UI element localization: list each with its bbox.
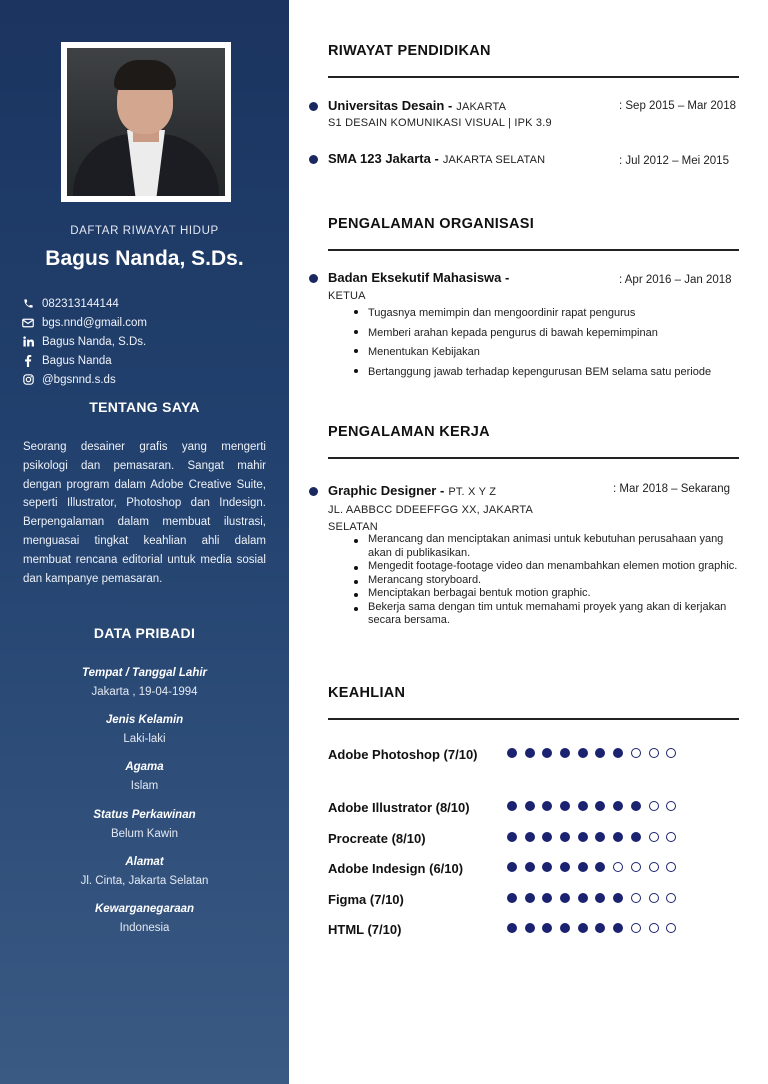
instagram-icon (22, 374, 34, 386)
personal-value: Jakarta , 19-04-1994 (91, 686, 198, 698)
entry-subtitle: S1 DESAIN KOMUNIKASI VISUAL | IPK 3.9 (328, 117, 552, 129)
skills-list (328, 744, 740, 950)
personal-label: Tempat / Tanggal Lahir (81, 667, 208, 679)
duty-item: Memberi arahan kepada pengurus di bawah kepemimpinan (354, 324, 740, 344)
rating-dot-filled (578, 748, 588, 758)
contact-instagram-text: @bgsnnd.s.ds (42, 373, 116, 386)
rating-dot-filled (525, 832, 535, 842)
timeline-dot (309, 102, 318, 111)
facebook-icon (22, 355, 34, 367)
entry-name: SMA 123 Jakarta - (328, 151, 439, 166)
skill-name: Adobe Photoshop (7/10) (328, 747, 478, 762)
education-entry-school (328, 151, 740, 166)
rating-dot-filled (560, 862, 570, 872)
personal-item-nationality (0, 900, 289, 947)
duty-item: Menciptakan berbagai bentuk motion graphic. (354, 587, 739, 601)
contact-linkedin-text: Bagus Nanda, S.Ds. (42, 335, 147, 348)
education-divider (328, 76, 739, 78)
rating-dot-filled (507, 748, 517, 758)
contact-instagram (22, 370, 147, 389)
skill-row (328, 797, 740, 828)
personal-value: Islam (130, 780, 159, 793)
rating-dot-empty (666, 923, 676, 933)
work-entry (328, 483, 740, 628)
rating-dot-filled (507, 893, 517, 903)
work-divider (328, 457, 739, 459)
about-heading: TENTANG SAYA (89, 399, 200, 415)
rating-dot-empty (631, 862, 641, 872)
rating-dot-filled (595, 801, 605, 811)
personal-label: Agama (125, 761, 164, 774)
contact-phone (22, 294, 147, 313)
duty-item: Bekerja sama dengan tim untuk memahami proyek yang akan di kerjakan secara bersama. (354, 601, 739, 628)
personal-value: Jl. Cinta, Jakarta Selatan (80, 874, 209, 887)
education-heading: RIWAYAT PENDIDIKAN (328, 43, 491, 59)
rating-dot-filled (578, 862, 588, 872)
personal-item-religion (0, 758, 289, 805)
rating-dot-empty (649, 801, 659, 811)
rating-dot-filled (613, 893, 623, 903)
contact-email (22, 313, 147, 332)
duty-item: Bertanggung jawab terhadap kepengurusan BEM selama satu periode (354, 363, 740, 383)
duty-item: Menentukan Kebijakan (354, 343, 740, 363)
timeline-dot (309, 274, 318, 283)
skill-rating (507, 801, 684, 811)
rating-dot-filled (578, 832, 588, 842)
personal-value: Indonesia (119, 921, 170, 934)
rating-dot-filled (525, 801, 535, 811)
entry-date: : Jul 2012 – Mei 2015 (619, 155, 729, 167)
entry-date: : Sep 2015 – Mar 2018 (619, 100, 736, 112)
skill-rating (507, 862, 684, 872)
rating-dot-empty (666, 801, 676, 811)
organization-duties (354, 304, 740, 382)
entry-date: : Mar 2018 – Sekarang (613, 483, 730, 495)
rating-dot-empty (631, 923, 641, 933)
work-heading: PENGALAMAN KERJA (328, 424, 490, 440)
entry-role: KETUA (328, 290, 366, 302)
skill-rating (507, 923, 684, 933)
rating-dot-filled (595, 832, 605, 842)
contact-list (22, 294, 147, 389)
rating-dot-filled (613, 801, 623, 811)
entry-name: Universitas Desain - (328, 98, 453, 113)
profile-photo (67, 48, 225, 196)
rating-dot-empty (649, 832, 659, 842)
rating-dot-filled (542, 893, 552, 903)
education-entry-university (328, 98, 740, 129)
personal-label: Status Perkawinan (93, 808, 196, 821)
personal-heading: DATA PRIBADI (93, 625, 196, 641)
personal-item-address (0, 853, 289, 900)
rating-dot-filled (595, 923, 605, 933)
work-duties (354, 533, 739, 628)
about-text: Seorang desainer grafis yang mengerti psikologi dan pemasaran. Sangat mahir dengan program dalam Adobe Creative Suite, seperti Illustrator, Photoshop dan Indesign. Berpengalaman dalam membuat ilustrasi, menguasai tingkat keahlian ahli dalam membuat rencana editorial untuk media sosial dan kampanye pemasaran. (23, 441, 266, 585)
skills-divider (328, 718, 739, 720)
contact-email-text: bgs.nnd@gmail.com (42, 316, 147, 329)
rating-dot-empty (649, 862, 659, 872)
personal-value: Laki-laki (123, 733, 166, 746)
entry-address-line1: JL. AABBCC DDEEFFGG XX, JAKARTA (328, 504, 534, 516)
skill-row (328, 919, 740, 950)
rating-dot-filled (560, 801, 570, 811)
entry-address-line2: SELATAN (328, 521, 378, 533)
rating-dot-filled (560, 832, 570, 842)
rating-dot-filled (578, 801, 588, 811)
contact-phone-text: 082313144144 (42, 297, 119, 310)
rating-dot-empty (649, 893, 659, 903)
rating-dot-filled (542, 748, 552, 758)
rating-dot-filled (525, 923, 535, 933)
organization-entry (328, 270, 740, 382)
skill-rating (507, 748, 684, 758)
personal-label: Kewarganegaraan (94, 902, 195, 915)
rating-dot-filled (595, 748, 605, 758)
rating-dot-filled (631, 801, 641, 811)
personal-label: Jenis Kelamin (105, 714, 184, 727)
rating-dot-filled (507, 801, 517, 811)
rating-dot-empty (666, 832, 676, 842)
duty-item: Merancang storyboard. (354, 574, 739, 588)
document-label: DAFTAR RIWAYAT HIDUP (70, 225, 219, 237)
rating-dot-filled (542, 832, 552, 842)
rating-dot-filled (613, 748, 623, 758)
full-name: Bagus Nanda, S.Ds. (45, 247, 244, 270)
personal-item-gender (0, 711, 289, 758)
email-icon (22, 317, 34, 329)
skill-rating (507, 832, 684, 842)
rating-dot-filled (578, 923, 588, 933)
rating-dot-filled (507, 862, 517, 872)
entry-name: Badan Eksekutif Mahasiswa - (328, 270, 510, 285)
duty-item: Mengedit footage-footage video dan menambahkan elemen motion graphic. (354, 560, 739, 574)
skills-heading: KEAHLIAN (328, 685, 406, 701)
skill-row (328, 744, 740, 797)
rating-dot-filled (542, 923, 552, 933)
profile-photo-frame (61, 42, 231, 202)
entry-place: JAKARTA SELATAN (442, 154, 546, 166)
rating-dot-filled (578, 893, 588, 903)
organization-divider (328, 249, 739, 251)
organization-heading: PENGALAMAN ORGANISASI (328, 216, 535, 232)
entry-place: JAKARTA (456, 101, 507, 113)
duty-item: Tugasnya memimpin dan mengoordinir rapat pengurus (354, 304, 740, 324)
rating-dot-empty (666, 748, 676, 758)
rating-dot-filled (595, 893, 605, 903)
skill-name: HTML (7/10) (328, 922, 402, 937)
contact-linkedin (22, 332, 147, 351)
entry-company: PT. X Y Z (448, 486, 497, 498)
rating-dot-filled (525, 893, 535, 903)
timeline-dot (309, 487, 318, 496)
entry-date: : Apr 2016 – Jan 2018 (619, 274, 732, 286)
contact-facebook-text: Bagus Nanda (42, 354, 112, 367)
contact-facebook (22, 351, 147, 370)
rating-dot-filled (525, 862, 535, 872)
rating-dot-filled (542, 801, 552, 811)
rating-dot-filled (560, 748, 570, 758)
phone-icon (22, 298, 34, 310)
duty-item: Merancang dan menciptakan animasi untuk kebutuhan perusahaan yang akan di publikasikan. (354, 533, 739, 560)
rating-dot-filled (542, 862, 552, 872)
rating-dot-empty (649, 923, 659, 933)
skill-name: Adobe Indesign (6/10) (328, 861, 464, 876)
rating-dot-empty (613, 862, 623, 872)
timeline-dot (309, 155, 318, 164)
rating-dot-empty (666, 862, 676, 872)
personal-item-birth (0, 664, 289, 711)
rating-dot-filled (631, 832, 641, 842)
personal-item-marital (0, 806, 289, 853)
personal-data (0, 664, 289, 947)
rating-dot-empty (631, 893, 641, 903)
rating-dot-filled (613, 832, 623, 842)
rating-dot-filled (595, 862, 605, 872)
linkedin-icon (22, 336, 34, 348)
personal-label: Alamat (125, 855, 164, 868)
rating-dot-empty (649, 748, 659, 758)
rating-dot-filled (613, 923, 623, 933)
rating-dot-filled (507, 923, 517, 933)
skill-rating (507, 893, 684, 903)
rating-dot-filled (507, 832, 517, 842)
sidebar (0, 0, 289, 1084)
rating-dot-filled (560, 893, 570, 903)
skill-name: Figma (7/10) (328, 891, 404, 907)
entry-name: Graphic Designer - (328, 483, 445, 498)
skill-row (328, 828, 740, 859)
skill-row (328, 889, 740, 920)
skill-name: Procreate (8/10) (328, 830, 426, 846)
rating-dot-empty (631, 748, 641, 758)
skill-name: Adobe Illustrator (8/10) (328, 800, 470, 815)
rating-dot-empty (666, 893, 676, 903)
skill-row (328, 858, 740, 889)
personal-value: Belum Kawin (110, 827, 179, 840)
rating-dot-filled (525, 748, 535, 758)
rating-dot-filled (560, 923, 570, 933)
